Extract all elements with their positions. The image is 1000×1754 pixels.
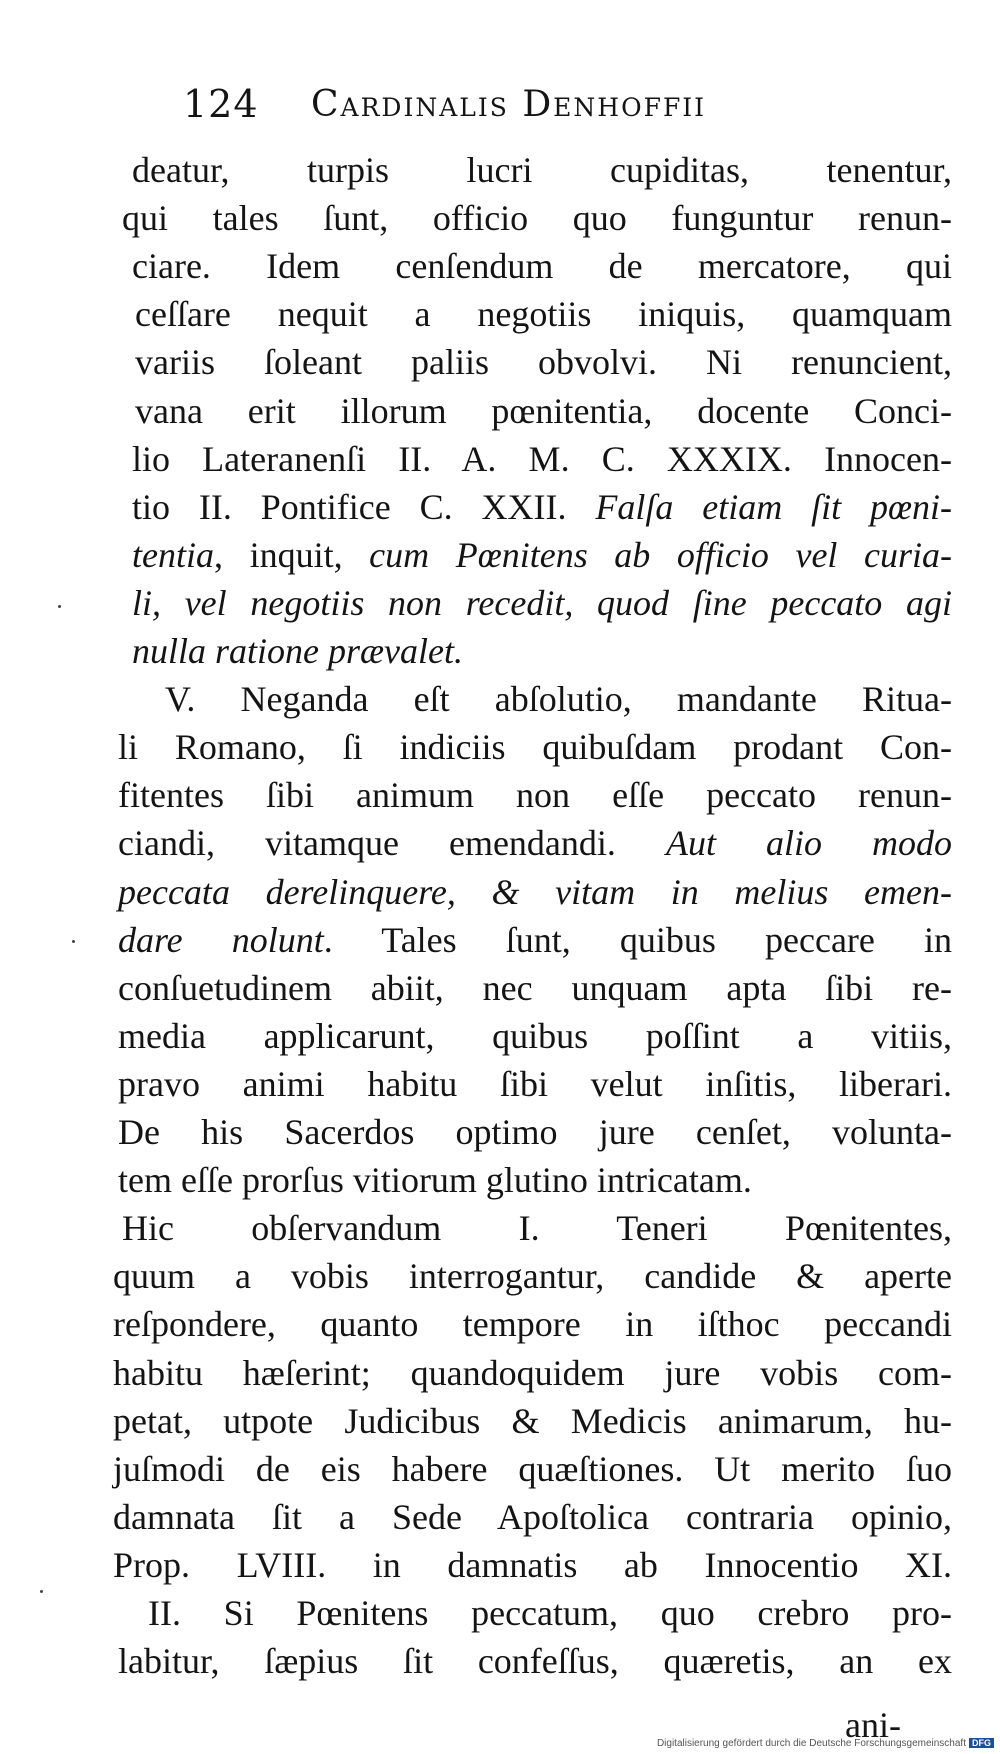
text-line [118,1062,952,1106]
italic-text: peccata derelinquere, & vitam in melius emen- [118,871,952,912]
text-span: variis ſoleant paliis obvolvi. Ni renuncient, [135,342,952,383]
text-span: . Tales ſunt, quibus peccare in [323,919,952,960]
text-line [135,340,952,384]
text-line [113,1351,952,1395]
italic-text: nulla ratione prævalet. [132,631,463,671]
text-span: quum a vobis interrogantur, candide & aperte [113,1256,952,1297]
text-span: De his Sacerdos optimo jure cenſet, volunta- [118,1112,952,1152]
text-line [118,1639,952,1683]
text-span: pravo animi habitu ſibi velut inſitis, liberari. [118,1063,952,1104]
text-line [148,1591,952,1635]
text-line [113,1495,952,1539]
italic-text: tentia [132,534,214,575]
text-span: petat, utpote Judicibus & Medicis animarum, hu- [113,1400,952,1441]
text-line [165,677,952,721]
text-span: V. Neganda eſt abſolutio, mandante Ritua- [165,679,952,720]
scan-speck [58,605,61,608]
text-line [135,292,952,336]
italic-text: cum Pœnitens ab officio vel curia- [369,534,952,575]
text-span: deatur, turpis lucri cupiditas, tenentur, [132,150,952,190]
text-span: , inquit, [213,534,370,575]
text-span: conſuetudinem abiit, nec unquam apta ſibi re- [118,967,952,1008]
text-span: Hic obſervandum I. Teneri Pœnitentes, [122,1208,952,1249]
italic-text: Aut alio modo [665,823,952,864]
text-line [118,1158,935,1202]
text-line [122,1206,952,1250]
text-span: reſpondere, quanto tempore in iſthoc peccandi [113,1304,952,1345]
text-line [118,773,952,817]
text-span: ciandi, vitamque emendandi. [118,823,666,864]
running-title: Cardinalis Denhoffii [311,84,707,125]
text-span: Prop. LVIII. in damnatis ab Innocentio XI. [113,1544,952,1585]
text-line [132,533,952,577]
text-line [113,1302,952,1346]
text-span: habitu hæſerint; quandoquidem jure vobis com- [113,1352,952,1393]
text-line [122,196,952,240]
text-span: II. Si Pœnitens peccatum, quo crebro pro- [148,1593,952,1633]
text-span: juſmodi de eis habere quæſtiones. Ut merito ſuo [113,1448,952,1489]
text-line [113,1399,952,1443]
text-span: tem eſſe prorſus vitiorum glutino intricatam. [118,1160,752,1201]
text-span: vana erit illorum pœnitentia, docente Conci- [135,390,952,431]
text-line [132,244,952,288]
text-span: damnata ſit a Sede Apoſtolica contraria opinio, [113,1496,952,1537]
italic-text: li, vel negotiis non recedit, quod ſine peccato agi [132,582,952,623]
text-line [132,148,952,192]
text-line [113,1254,952,1298]
text-line [118,1014,952,1058]
text-span: fitentes ſibi animum non eſſe peccato renun- [118,775,952,816]
text-span: ceſſare nequit a negotiis iniquis, quamquam [135,294,952,335]
text-line [113,1543,952,1587]
catchword: ani- [845,1705,901,1745]
text-line [118,1110,952,1154]
text-line [132,437,952,481]
credit-text: Digitalisierung gefördert durch die Deutsche Forschungsgemeinschaft [656,1738,966,1749]
italic-text: dare nolunt [118,919,324,960]
digitization-credit [657,1738,994,1749]
text-span: ciare. Idem cenſendum de mercatore, qui [132,246,952,287]
text-span: tio II. Pontifice C. XXII. [132,486,596,527]
text-line [118,725,952,769]
text-line [118,870,952,914]
page-number: 124 [183,82,259,126]
page-header [183,82,903,142]
dfg-logo: DFG [969,1738,994,1748]
text-span: media applicarunt, quibus poſſint a vitiis, [118,1015,952,1056]
italic-text: Falſa etiam ſit pœni- [595,486,953,527]
text-span: qui tales ſunt, officio quo funguntur renun- [122,198,952,239]
text-line [132,485,952,529]
text-line [118,966,952,1010]
scan-speck [72,940,75,943]
text-span: labitur, ſæpius ſit confeſſus, quæretis, an ex [118,1641,952,1682]
text-span: lio Lateranenſi II. A. M. C. XXXIX. Innocen- [132,438,952,479]
text-line [113,1447,952,1491]
text-line [118,918,952,962]
text-line [135,389,952,433]
text-line [118,821,952,865]
text-line [132,629,625,673]
scan-speck [40,1590,43,1593]
text-line [132,581,952,625]
text-span: li Romano, ſi indiciis quibuſdam prodant Con- [118,727,952,768]
